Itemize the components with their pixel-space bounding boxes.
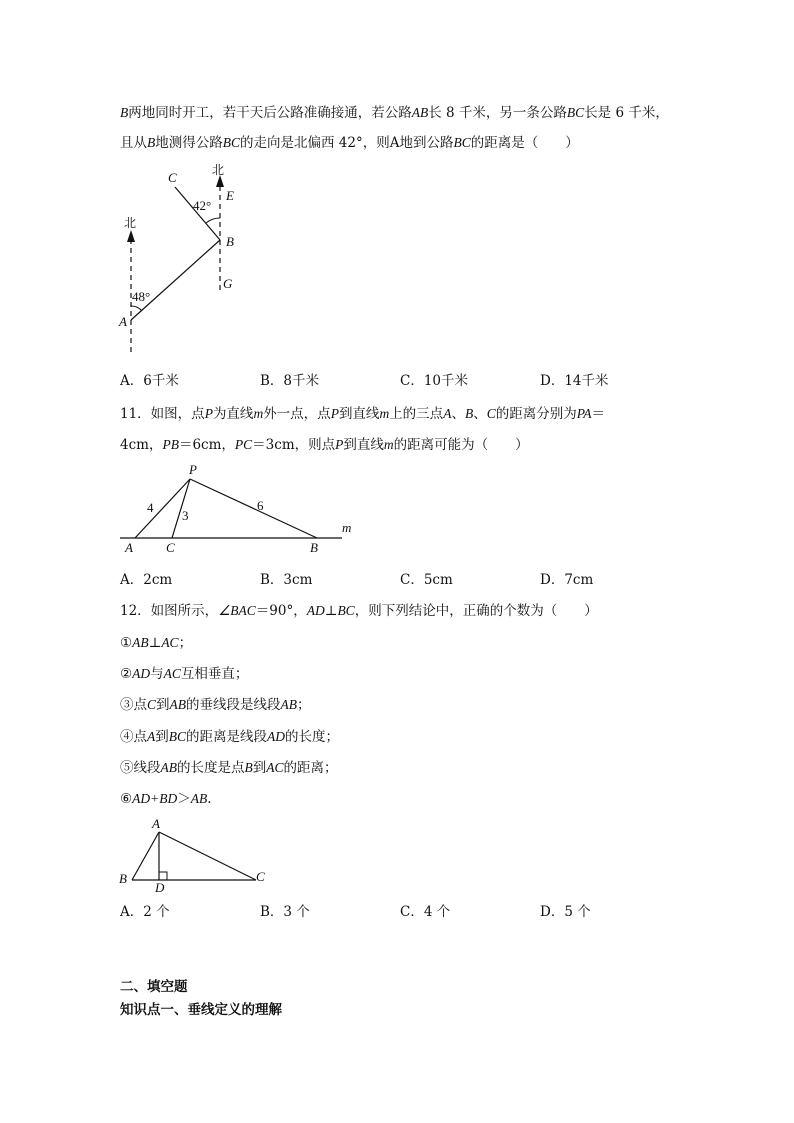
- point-a: A: [119, 314, 127, 329]
- text: ⊥: [148, 635, 162, 651]
- text: 12．如图所示，: [120, 603, 219, 619]
- section-title: 二、填空题: [120, 979, 188, 995]
- option-a[interactable]: A．2 个: [120, 904, 170, 920]
- text: 的走向是北偏西 42°，则A地到公路: [240, 135, 454, 151]
- point-d: D: [155, 880, 165, 892]
- angle-arc-b: [206, 218, 220, 223]
- point-g: G: [223, 276, 233, 291]
- length-pc: 3: [182, 508, 189, 523]
- text-bc: BC: [168, 729, 187, 744]
- q12-options: [120, 902, 680, 922]
- q10-options: [120, 371, 680, 391]
- q12-item-3: [120, 695, 311, 715]
- text-m: m: [253, 406, 264, 421]
- text-a: A: [443, 406, 452, 421]
- point-p: P: [189, 462, 197, 477]
- point-c: C: [166, 540, 175, 555]
- point-a: A: [152, 816, 160, 831]
- text-ac: AC: [163, 666, 181, 681]
- text: 11．如图，点: [120, 406, 205, 422]
- text-ac: AC: [161, 635, 179, 650]
- text-ab: AB: [411, 105, 429, 120]
- text: ⊥: [324, 603, 338, 619]
- segment-bc: [175, 187, 220, 240]
- text: 的距离；: [283, 760, 338, 776]
- text: 的长度；: [285, 729, 340, 745]
- q10-figure: [110, 160, 260, 360]
- text: 的长度是点: [177, 760, 245, 776]
- q12-item-4: [120, 727, 339, 747]
- text: 、: [473, 406, 487, 422]
- text: 的距离可能为（ ）: [393, 437, 529, 453]
- text-ad: AD: [306, 603, 325, 618]
- angle-label-48: 48°: [132, 289, 151, 304]
- text: 的距离是线段: [186, 729, 268, 745]
- line-label-m: m: [342, 520, 352, 535]
- segment-pb: [190, 479, 317, 538]
- text: 到: [156, 697, 170, 713]
- north-label-left: 北: [124, 216, 137, 230]
- option-b[interactable]: B．3 个: [260, 904, 310, 920]
- text: 为直线: [212, 406, 254, 422]
- text: 长 8 千米，另一条公路: [428, 105, 567, 121]
- text-pc: PC: [234, 437, 253, 452]
- text-m: m: [383, 437, 394, 452]
- text: 外一点，点: [263, 406, 331, 422]
- text-p: P: [335, 437, 344, 452]
- q11-figure: [110, 460, 360, 560]
- text: ②: [120, 666, 133, 682]
- text: ＝90°，: [255, 603, 307, 619]
- text-pb: PB: [162, 437, 179, 452]
- text: 到直线: [343, 437, 384, 453]
- segment-ac: [159, 832, 256, 880]
- text: 到直线: [338, 406, 380, 422]
- text-angle-bac: ∠BAC: [218, 603, 256, 618]
- text: 长是 6 千米，: [584, 105, 669, 121]
- text-bc: BC: [453, 135, 471, 150]
- text-bc: BC: [222, 135, 241, 150]
- text: 互相垂直；: [180, 666, 249, 682]
- text-p: P: [330, 406, 339, 421]
- text-m: m: [379, 406, 390, 421]
- text: ⑥: [120, 791, 133, 807]
- text-ad: AD: [132, 666, 151, 681]
- option-d[interactable]: D．14千米: [540, 373, 609, 389]
- option-c[interactable]: C．4 个: [400, 904, 451, 920]
- option-d[interactable]: D．5 个: [540, 904, 591, 920]
- text: ①: [120, 635, 133, 651]
- text-pa: PA: [576, 406, 592, 421]
- option-c[interactable]: C．5cm: [400, 572, 453, 588]
- text-b: B: [244, 760, 253, 775]
- text-b: B: [120, 105, 129, 120]
- q12-item-1: [120, 633, 192, 653]
- angle-arc-a: [131, 306, 142, 311]
- text-ab: AB: [132, 635, 149, 650]
- q10-line-1: [120, 103, 669, 123]
- segment-ab: [131, 240, 220, 320]
- text-b: B: [464, 406, 474, 421]
- text-ac: AC: [266, 760, 284, 775]
- text: ；: [178, 635, 193, 651]
- text: ⑤线段: [120, 760, 161, 776]
- text-ab: AB: [280, 697, 298, 712]
- q12-item-5: [120, 758, 338, 778]
- text: 上的三点: [389, 406, 444, 422]
- text: 到: [252, 760, 267, 776]
- point-a: A: [125, 540, 133, 555]
- q12-stem: [120, 601, 598, 621]
- section-subtitle: 知识点一、垂线定义的理解: [120, 1002, 282, 1018]
- text-a: A: [147, 729, 156, 744]
- point-c: C: [168, 170, 177, 185]
- point-b: B: [226, 234, 234, 249]
- text: 、: [451, 406, 465, 422]
- text: 的垂线段是线段: [186, 697, 281, 713]
- option-c[interactable]: C．10千米: [400, 373, 469, 389]
- text-ab: AB: [190, 791, 208, 806]
- segment-ab: [132, 832, 159, 880]
- right-angle-mark: [159, 872, 167, 880]
- text: ；: [297, 697, 311, 713]
- north-arrow-left: [127, 230, 135, 242]
- text: 两地同时开工，若干天后公路准确接通，若公路: [128, 105, 412, 121]
- text: 到: [155, 729, 169, 745]
- text-c: C: [147, 697, 157, 712]
- point-b: B: [310, 540, 318, 555]
- option-b[interactable]: B．8千米: [260, 373, 320, 389]
- q11-options: [120, 570, 680, 590]
- text-ab: AB: [169, 697, 187, 712]
- text: ＝6cm，: [178, 437, 235, 453]
- text: 地测得公路: [155, 135, 223, 151]
- text: 与: [150, 666, 164, 682]
- text-ab: AB: [160, 760, 177, 775]
- text-b: B: [147, 135, 156, 150]
- text: 的距离是（ ）: [470, 135, 579, 151]
- point-c: C: [256, 869, 265, 884]
- text-bc: BC: [566, 105, 585, 120]
- option-b[interactable]: B．3cm: [260, 572, 313, 588]
- point-b: B: [119, 871, 127, 886]
- text-bc: BC: [337, 603, 355, 618]
- length-pb: 6: [257, 498, 264, 513]
- angle-label-42: 42°: [193, 198, 212, 213]
- text-p: P: [204, 406, 213, 421]
- text: 且从: [120, 135, 147, 151]
- length-pa: 4: [147, 500, 154, 515]
- text-ad: AD: [267, 729, 286, 744]
- text: ＞: [177, 791, 191, 807]
- text: 4cm，: [120, 437, 163, 453]
- text: ③点: [120, 697, 147, 713]
- q11-line-1: [120, 404, 605, 424]
- text: ，则下列结论中，正确的个数为（ ）: [354, 603, 598, 619]
- north-label-right: 北: [212, 163, 225, 177]
- option-a[interactable]: A．2cm: [120, 572, 173, 588]
- text: ＝: [591, 406, 605, 422]
- text: 的距离分别为: [495, 406, 577, 422]
- point-e: E: [226, 188, 234, 203]
- text: ＝3cm，则点: [252, 437, 336, 453]
- q11-line-2: [120, 435, 529, 455]
- text: ④点: [120, 729, 147, 745]
- text: .: [207, 791, 212, 807]
- text-c: C: [486, 406, 496, 421]
- option-d[interactable]: D．7cm: [540, 572, 594, 588]
- q10-line-2: [120, 133, 579, 153]
- q12-figure: [110, 812, 280, 892]
- text-ad-bd: AD+BD: [132, 791, 178, 806]
- option-a[interactable]: A．6千米: [120, 373, 179, 389]
- q12-item-2: [120, 664, 248, 684]
- q12-item-6: [120, 789, 212, 809]
